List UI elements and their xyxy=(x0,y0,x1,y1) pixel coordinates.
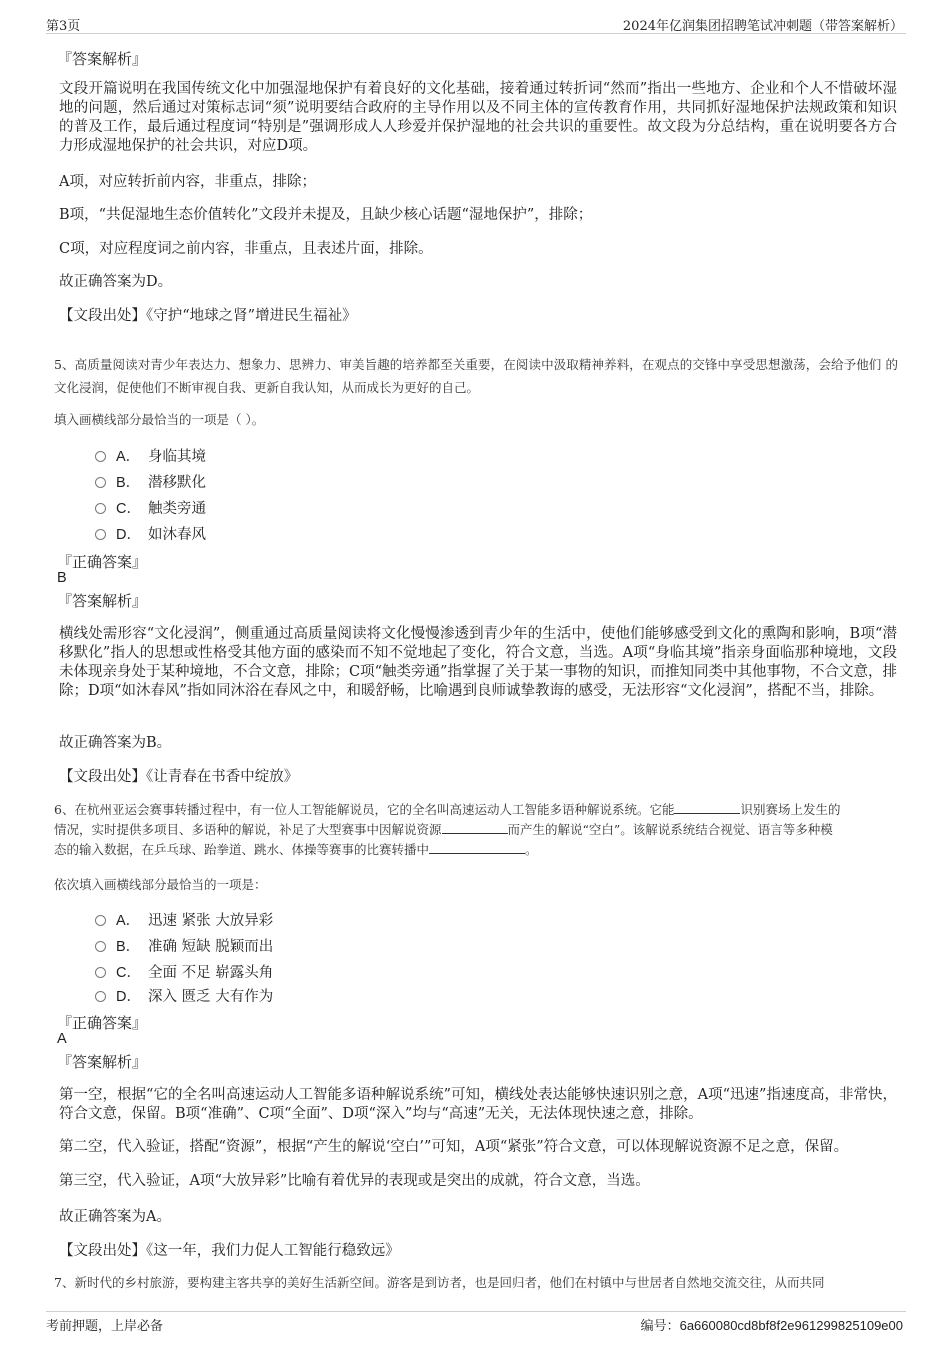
q6-conclusion: 故正确答案为A。 xyxy=(59,1209,171,1225)
q6-text: 识别赛场上发生的 xyxy=(740,802,841,817)
radio-icon[interactable] xyxy=(95,967,106,978)
option-text: 迅速 紧张 大放异彩 xyxy=(148,913,274,929)
q6-prompt: 依次填入画横线部分最恰当的一项是： xyxy=(54,877,267,892)
q5-option-d[interactable] xyxy=(95,523,206,543)
q6-source: 【文段出处】《这一年，我们力促人工智能行稳致远》 xyxy=(59,1243,400,1259)
q6-option-a[interactable] xyxy=(95,909,273,929)
footer-slogan: 考前押题，上岸必备 xyxy=(46,1319,164,1334)
option-letter: A． xyxy=(116,449,141,465)
q5-answer-label: 『正确答案』 xyxy=(57,553,148,571)
option-letter: D． xyxy=(116,989,141,1005)
q4-source: 【文段出处】《守护“地球之肾”增进民生福祉》 xyxy=(59,308,357,324)
q4-conclusion: 故正确答案为D。 xyxy=(59,274,173,290)
q6-text: 6、在杭州亚运会赛事转播过程中，有一位人工智能解说员，它的全名叫高速运动人工智能多语种解说系统。它能 xyxy=(54,802,675,817)
radio-icon[interactable] xyxy=(95,503,106,514)
option-text: 深入 匮乏 大有作为 xyxy=(148,989,274,1005)
footer-divider xyxy=(46,1311,906,1312)
radio-icon[interactable] xyxy=(95,915,106,926)
option-text: 身临其境 xyxy=(148,449,206,465)
option-text: 全面 不足 崭露头角 xyxy=(148,965,274,981)
q4-analysis-label: 『答案解析』 xyxy=(57,50,148,68)
q5-prompt: 填入画横线部分最恰当的一项是（ ）。 xyxy=(54,412,265,427)
header-divider xyxy=(46,33,906,34)
option-text: 准确 短缺 脱颖而出 xyxy=(148,939,274,955)
radio-icon[interactable] xyxy=(95,451,106,462)
q7-question: 7、新时代的乡村旅游，要构建主客共享的美好生活新空间。游客是到访者，也是回归者，他们在村镇中与世居者自然地交流交往，从而共同 xyxy=(54,1275,825,1290)
document-code: 编号：6a660080cd8bf8f2e961299825109e00 xyxy=(640,1318,903,1333)
q5-analysis: 横线处需形容“文化浸润”，侧重通过高质量阅读将文化慢慢渗透到青少年的生活中，使他们能够感受到文化的熏陶和影响，B项“潜移默化”指人的思想或性格受其他方面的感染而不知不觉地起了变化，符合文意，当选。A项“身临其境”指亲身面临那种境地，文段未体现亲身处于某种境地，不合文意，排除；C项“触类旁通”指掌握了关于某一事物的知识，而推知同类中其他事物，不合文意，排除；D项“如沐春风”指如同沐浴在春风之中，和暖舒畅，比喻遇到良师诚挚教诲的感受，无法形容“文化浸润”，搭配不当，排除。 xyxy=(59,626,897,699)
q4-b-note: B项，“共促湿地生态价值转化”文段并未提及，且缺少核心话题“湿地保护”，排除； xyxy=(59,207,593,223)
q6-option-b[interactable] xyxy=(95,935,273,955)
q4-a-note: A项，对应转折前内容，非重点，排除； xyxy=(59,174,316,190)
q6-answer: A xyxy=(57,1031,67,1047)
q5-conclusion: 故正确答案为B。 xyxy=(59,735,172,751)
q6-option-d[interactable] xyxy=(95,985,273,1005)
radio-icon[interactable] xyxy=(95,991,106,1002)
blank-line xyxy=(429,841,525,854)
q6-text: 情况，实时提供多项目、多语种的解说，补足了大型赛事中因解说资源 xyxy=(54,822,442,837)
option-letter: B． xyxy=(116,939,141,955)
q5-option-c[interactable] xyxy=(95,497,206,517)
option-letter: D． xyxy=(116,527,141,543)
q6-text: 态的输入数据，在乒乓球、跆拳道、跳水、体操等赛事的比赛转播中 xyxy=(54,842,430,857)
option-letter: C． xyxy=(116,501,141,517)
q6-answer-label: 『正确答案』 xyxy=(57,1014,148,1032)
q5-option-a[interactable] xyxy=(95,445,206,465)
blank-line xyxy=(674,801,740,814)
radio-icon[interactable] xyxy=(95,941,106,952)
q4-analysis: 文段开篇说明在我国传统文化中加强湿地保护有着良好的文化基础，接着通过转折词“然而”指出一些地方、企业和个人不惜破坏湿地的问题，然后通过对策标志词“须”说明要结合政府的主导作用以及不同主体的宣传教育作用，共同抓好湿地保护法规政策和知识的普及工作，最后通过程度词“特别是”强调形成人人珍爱并保护湿地的社会共识的重要性。故文段为分总结构，重在说明要各方合力形成湿地保护的社会共识，对应D项。 xyxy=(59,81,897,154)
q5-question: 5、高质量阅读对青少年表达力、想象力、思辨力、审美旨趣的培养都至关重要，在阅读中汲取精神养料，在观点的交锋中享受思想激荡，会给予他们 的文化浸润，促使他们不断审视自我、更新自我认知，从而成长为更好的自己。 xyxy=(54,357,898,395)
q6-analysis-2: 第二空，代入验证，搭配“资源”，根据“产生的解说‘空白’”可知，A项“紧张”符合文意，可以体现解说资源不足之意，保留。 xyxy=(59,1139,849,1155)
blank-line xyxy=(442,821,508,834)
q6-option-c[interactable] xyxy=(95,961,273,981)
q5-source: 【文段出处】《让青春在书香中绽放》 xyxy=(59,769,299,785)
q5-answer: B xyxy=(57,570,67,586)
q6-analysis-3: 第三空，代入验证，A项“大放异彩”比喻有着优异的表现或是突出的成就，符合文意，当选。 xyxy=(59,1173,650,1189)
option-text: 潜移默化 xyxy=(148,475,206,491)
option-text: 触类旁通 xyxy=(148,501,206,517)
q6-analysis-1: 第一空，根据“它的全名叫高速运动人工智能多语种解说系统”可知，横线处表达能够快速识别之意，A项“迅速”指速度高，非常快，符合文意，保留。B项“准确”、C项“全面”、D项“深入”均与“高速”无关，无法体现快速之意，排除。 xyxy=(59,1087,897,1122)
q6-question-line2 xyxy=(54,820,833,838)
page-number: 第3页 xyxy=(46,19,81,34)
document-title: 2024年亿润集团招聘笔试冲刺题（带答案解析） xyxy=(622,19,903,34)
q6-analysis-label: 『答案解析』 xyxy=(57,1053,148,1071)
radio-icon[interactable] xyxy=(95,477,106,488)
q6-question-line3 xyxy=(54,840,538,858)
radio-icon[interactable] xyxy=(95,529,106,540)
option-text: 如沐春风 xyxy=(148,527,206,543)
q6-question-line1 xyxy=(54,800,840,818)
option-letter: C． xyxy=(116,965,141,981)
q5-analysis-label: 『答案解析』 xyxy=(57,592,148,610)
q4-c-note: C项，对应程度词之前内容，非重点，且表述片面，排除。 xyxy=(59,241,433,257)
option-letter: B． xyxy=(116,475,141,491)
q6-text: 而产生的解说“空白”。该解说系统结合视觉、语言等多种模 xyxy=(507,822,833,837)
q5-option-b[interactable] xyxy=(95,471,206,491)
q6-text: 。 xyxy=(525,842,538,857)
option-letter: A． xyxy=(116,913,141,929)
